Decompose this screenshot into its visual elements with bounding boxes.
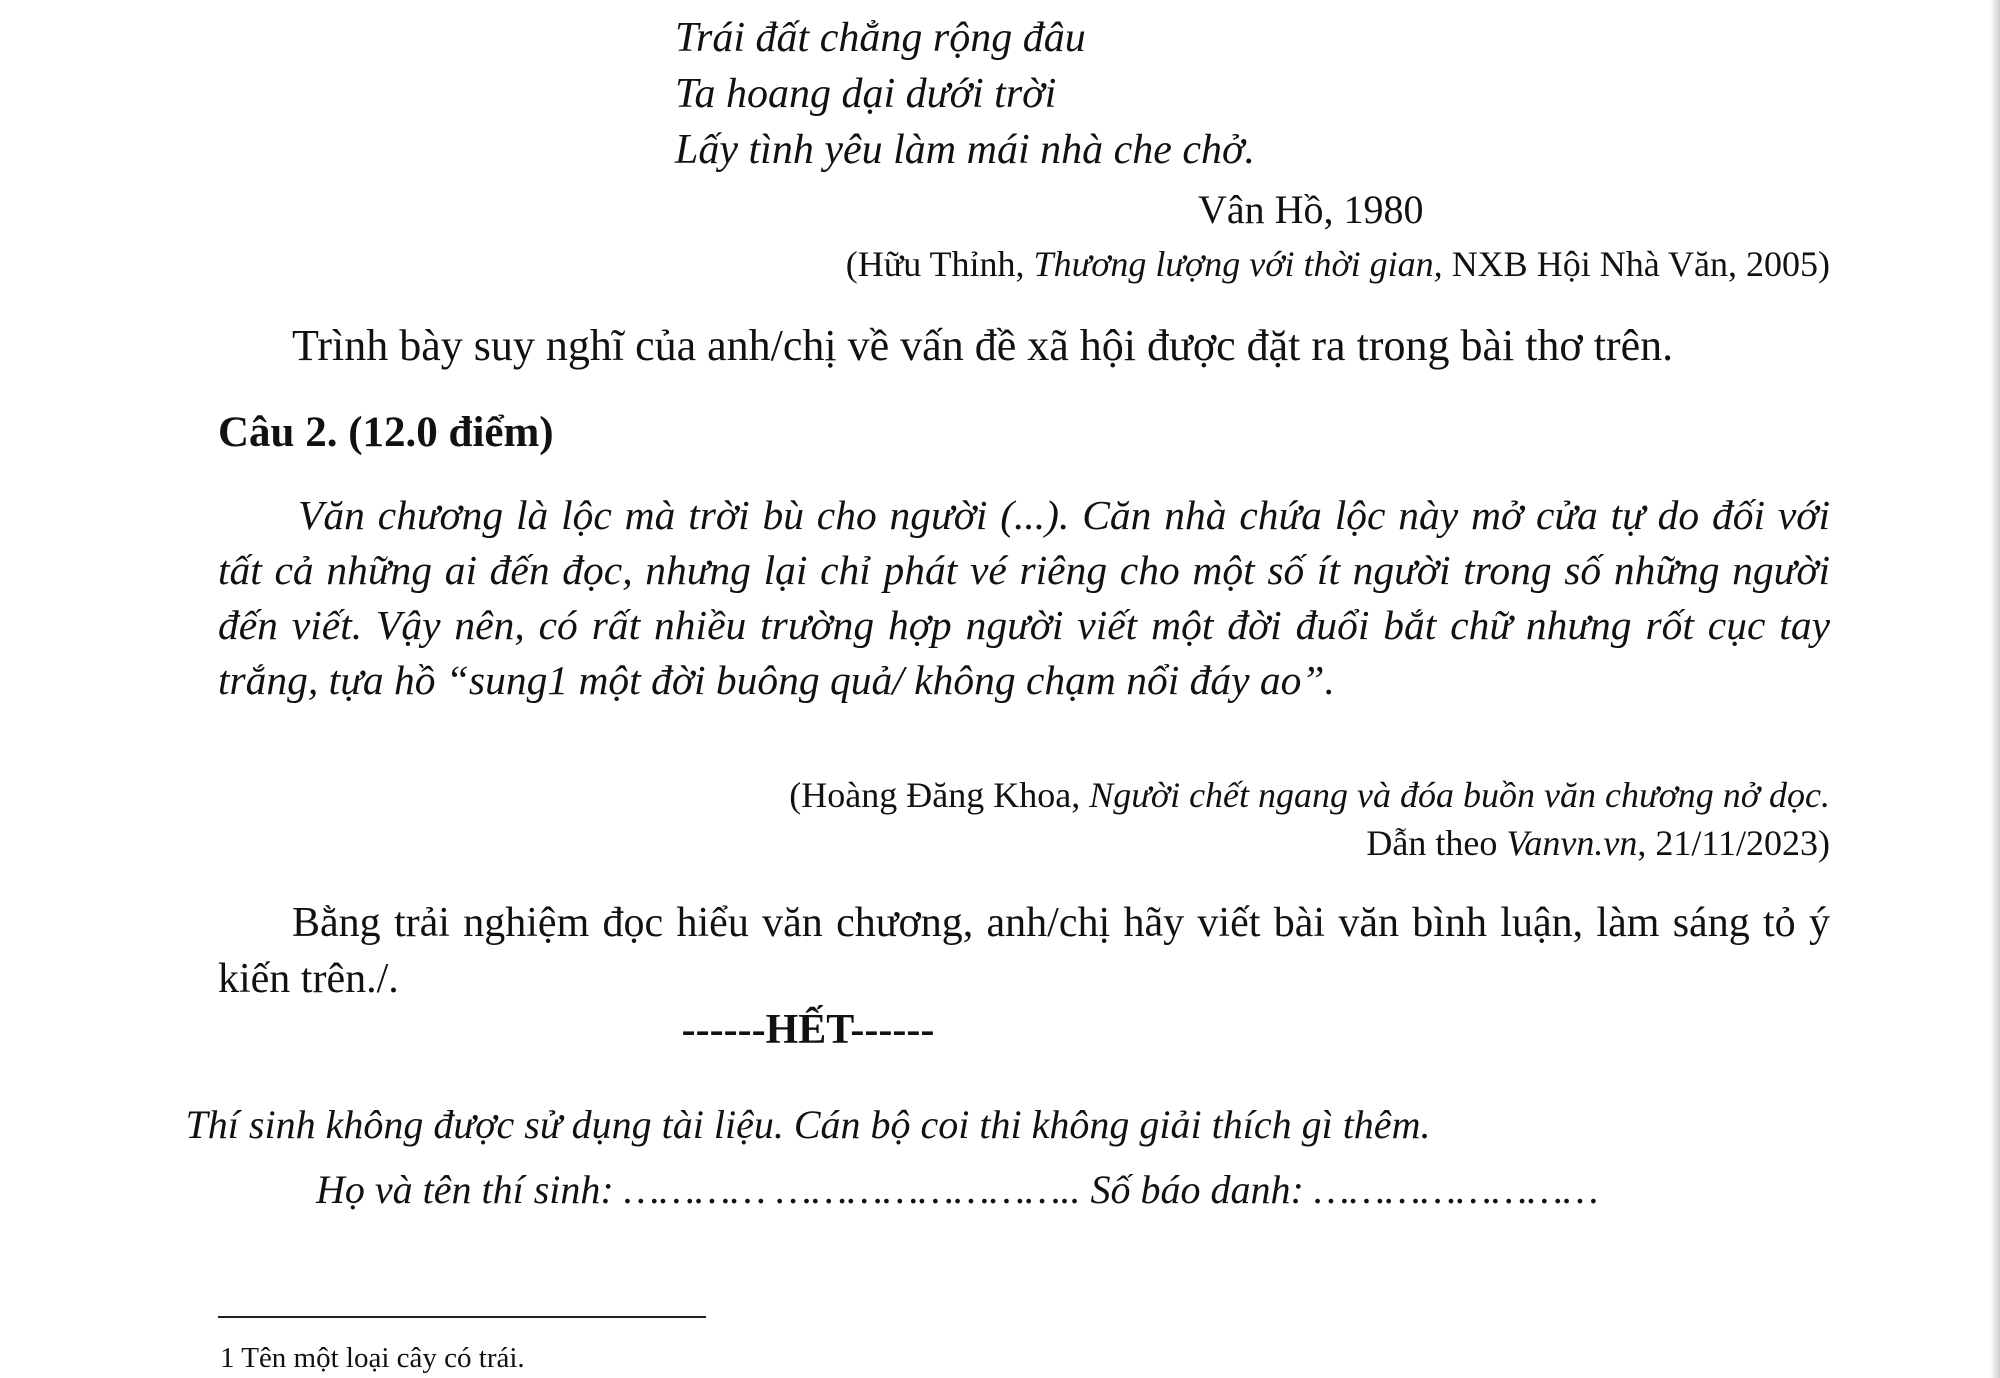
quote-source-author: (Hoàng Đăng Khoa,	[789, 775, 1090, 815]
quote-source-date: , 21/11/2023)	[1637, 823, 1830, 863]
quote-source-via: Dẫn theo	[1366, 823, 1507, 863]
poem-source-author: (Hữu Thỉnh,	[845, 244, 1034, 284]
exam-note: Thí sinh không được sử dụng tài liệu. Cán bộ coi thi không giải thích gì thêm.	[185, 1102, 1431, 1147]
question-2-heading: Câu 2. (12.0 điểm)	[218, 409, 554, 456]
footnote: 1 Tên một loại cây có trái.	[220, 1342, 525, 1374]
poem-source-title: Thương lượng với thời gian,	[1033, 244, 1443, 284]
quote-source-title: Người chết ngang và đóa buồn văn chương nở dọc.	[1089, 775, 1830, 815]
quote-source-line-2	[1366, 822, 1830, 864]
candidate-info-line: Họ và tên thí sinh: ………… …………………….. Số báo danh: ……………………	[316, 1167, 1599, 1212]
question-1-prompt: Trình bày suy nghĩ của anh/chị về vấn đề xã hội được đặt ra trong bài thơ trên.	[292, 321, 1674, 370]
poem-line-1: Trái đất chẳng rộng đâu	[675, 15, 1086, 61]
poem-source-publisher: NXB Hội Nhà Văn, 2005)	[1442, 244, 1830, 284]
question-2-quote: Văn chương là lộc mà trời bù cho người (...). Căn nhà chứa lộc này mở cửa tự do đối với tất cả những ai đến đọc, nhưng lại chỉ phát vé riêng cho một số ít người trong số những người đến viết. Vậy nên, có rất nhiều trường hợp người viết một đời đuổi bắt chữ nhưng rốt cục tay trắng, tựa hồ “sung1 một đời buông quả/ không chạm nổi đáy ao”.	[218, 492, 1830, 703]
question-2-task: Bằng trải nghiệm đọc hiểu văn chương, anh/chị hãy viết bài văn bình luận, làm sáng tỏ ý kiến trên./.	[218, 900, 1830, 1002]
poem-signature: Vân Hồ, 1980	[1198, 187, 1424, 232]
poem-source	[846, 243, 1830, 285]
poem-line-2: Ta hoang dại dưới trời	[675, 71, 1057, 117]
quote-source-line-1	[789, 774, 1830, 816]
end-mark: ------HẾT------	[681, 1007, 935, 1053]
quote-source-site: Vanvn.vn	[1506, 823, 1638, 863]
footnote-divider	[218, 1316, 706, 1318]
page-edge-shadow	[1990, 0, 2000, 1378]
poem-line-3: Lấy tình yêu làm mái nhà che chở.	[675, 127, 1255, 173]
